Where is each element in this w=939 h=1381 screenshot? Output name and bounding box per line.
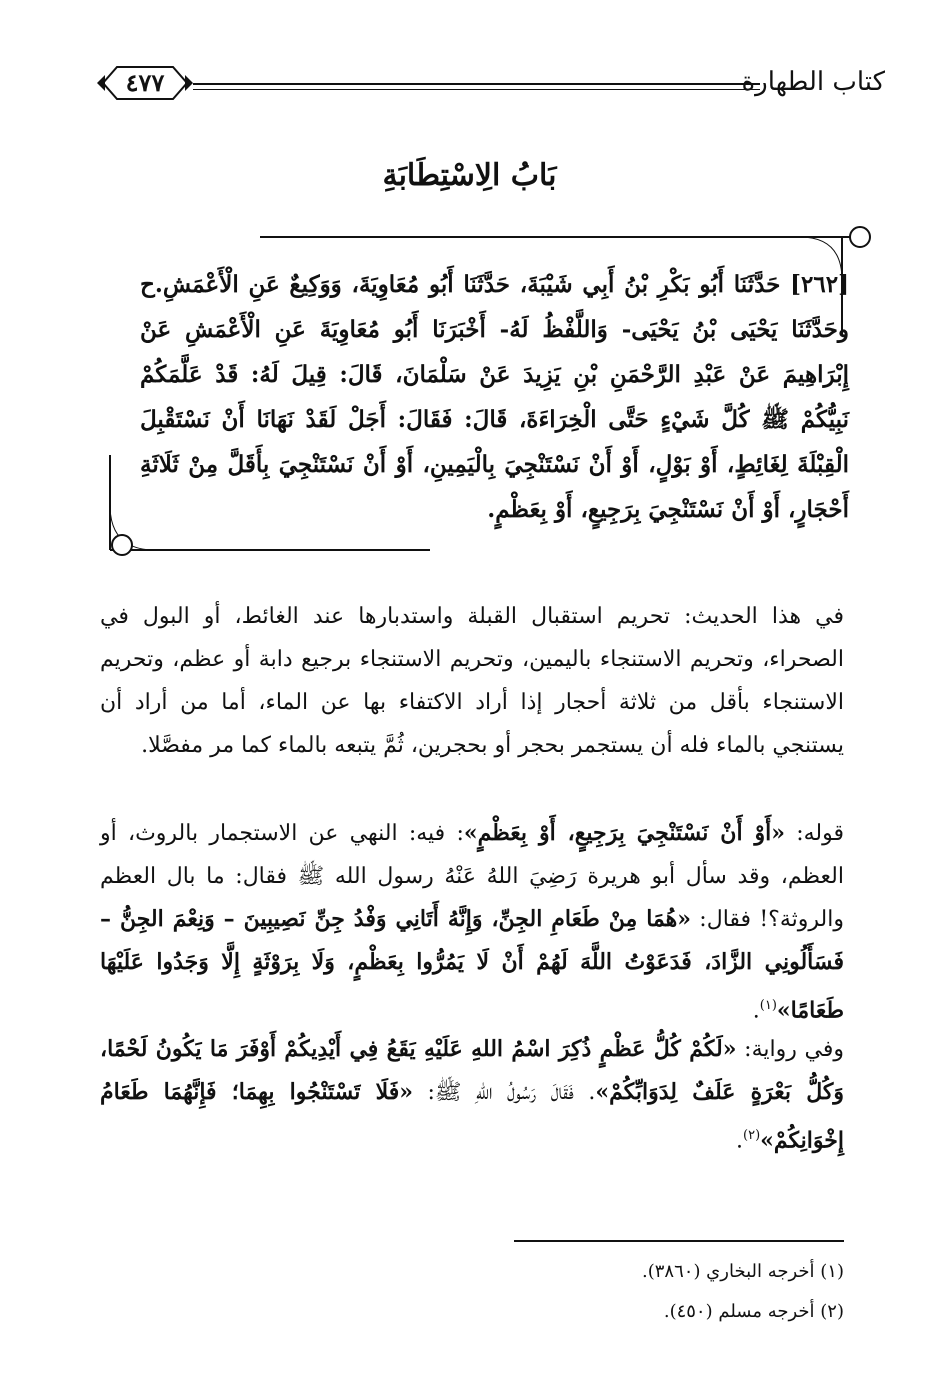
quote: «أَوْ أَنْ نَسْتَنْجِيَ بِرَجِيعٍ، أَوْ بِعَظْمٍ» [463, 820, 785, 846]
footnote: (٢) أخرجه مسلم (٤٥٠). [663, 1301, 844, 1322]
footnote-ref: (٢) [743, 1128, 761, 1143]
header-rule-thin [193, 89, 760, 90]
page-header [95, 55, 885, 115]
text: . فَقَالَ رَسُولُ اللهِ ﷺ: [427, 1080, 596, 1105]
hadith-number: [٢٦٢] [790, 271, 849, 298]
footnote-divider [514, 1240, 844, 1242]
footnotes [642, 1252, 844, 1332]
book-title: كتاب الطهارة [741, 67, 885, 97]
page-number: ٤٧٧ [125, 68, 165, 97]
text: : فيه: النهي عن الاستجمار بالروث، أو العظم، وقد سأل أبو هريرة رَضِيَ اللهُ عَنْهُ رسول الله ﷺ فقال: ما بال العظم والروثة؟! فقال: [100, 821, 844, 932]
hadith-body: حَدَّثَنَا أَبُو بَكْرِ بْنُ أَبِي شَيْبَةَ، حَدَّثَنَا أَبُو مُعَاوِيَةَ، وَوَكِيعٌ عَنِ الْأَعْمَشِ.ح وحَدَّثَنَا يَحْيَى بْنُ يَحْيَى- وَاللَّفْظُ لَهُ- أَخْبَرَنَا أَبُو مُعَاوِيَةَ عَنِ الْأَعْمَشِ عَنْ إِبْرَاهِيمَ عَنْ عَبْدِ الرَّحْمَنِ بْنِ يَزِيدَ عَنْ سَلْمَانَ، قَالَ: قِيلَ لَهُ: قَدْ عَلَّمَكُمْ نَبِيُّكُمْ ﷺ كُلَّ شَيْءٍ حَتَّى الْخِرَاءَةَ، قَالَ: فَقَالَ: أَجَلْ لَقَدْ نَهَانَا أَنْ نَسْتَقْبِلَ الْقِبْلَةَ لِغَائِطٍ، أَوْ بَوْلٍ، أَوْ أَنْ نَسْتَنْجِيَ بِالْيَمِينِ، أَوْ أَنْ نَسْتَنْجِيَ بِأَقَلَّ مِنْ ثَلَاثَةِ أَحْجَارٍ، أَوْ أَنْ نَسْتَنْجِيَ بِرَجِيعٍ، أَوْ بِعَظْمٍ. [140, 271, 849, 523]
header-rule [193, 83, 760, 85]
quote: «فَلَا تَسْتَنْجُوا بِهِمَا؛ فَإِنَّهُمَا طَعَامُ إِخْوَانِكُمْ» [100, 1079, 844, 1154]
commentary-paragraph: في هذا الحديث: تحريم استقبال القبلة واستدبارها عند الغائط، أو البول في الصحراء، وتحريم الاستنجاء باليمين، وتحريم الاستنجاء برجيع دابة أو عظم، وتحريم الاستنجاء بأقل من ثلاثة أحجار إذا أراد الاكتفاء بها عن الماء، أما من أراد أن يستنجي بالماء فله أن يستجمر بحجر أو بحجرين، ثُمَّ يتبعه بالماء كما مر مفصَّلا. [100, 604, 844, 758]
chapter-title: بَابُ الِاسْتِطَابَةِ [382, 158, 557, 193]
footnote-ref: (١) [759, 998, 777, 1013]
quote: «لَكُمْ كُلُّ عَظْمٍ ذُكِرَ اسْمُ اللهِ عَلَيْهِ يَقَعُ فِي أَيْدِيكُمْ أَوْفَرَ مَا يَكُونُ لَحْمًا، وَكُلُّ بَعْرَةٍ عَلَفٌ لِدَوَابِّكُمْ» [100, 1036, 844, 1105]
footnote: (١) أخرجه البخاري (٣٨٦٠). [642, 1261, 844, 1282]
hadith-text [140, 262, 849, 532]
text-lead: قوله: [796, 821, 844, 846]
commentary-paragraph: قوله: «أَوْ أَنْ نَسْتَنْجِيَ بِرَجِيعٍ، أَوْ بِعَظْمٍ»: فيه: النهي عن الاستجمار بالروث، أو العظم، وقد سأل أبو هريرة رَضِيَ اللهُ عَنْهُ رسول الله ﷺ فقال: ما بال العظم والروثة؟! فقال: «هُمَا مِنْ طَعَامِ الجِنِّ، وَإِنَّهُ أَتَانِي وَفْدُ جِنِّ نَصِيبِينَ – وَنِعْمَ الجِنُّ – فَسَأَلُونِي الزَّادَ، فَدَعَوْتُ اللَّهَ لَهُمْ أَنْ لَا يَمُرُّوا بِعَظْمٍ، وَلَا بِرَوْثَةٍ إِلَّا وَجَدُوا عَلَيْهَا طَعَامًا»$^{(١)}$. [100, 820, 844, 1024]
commentary-paragraph: وفي رواية: «لَكُمْ كُلُّ عَظْمٍ ذُكِرَ اسْمُ اللهِ عَلَيْهِ يَقَعُ فِي أَيْدِيكُمْ أَوْفَرَ مَا يَكُونُ لَحْمًا، وَكُلُّ بَعْرَةٍ عَلَفٌ لِدَوَابِّكُمْ». فَقَالَ رَسُولُ اللهِ ﷺ: «فَلَا تَسْتَنْجُوا بِهِمَا؛ فَإِنَّهُمَا طَعَامُ إِخْوَانِكُمْ»$^{(٢)}$. [100, 1036, 844, 1154]
quote: «هُمَا مِنْ طَعَامِ الجِنِّ، وَإِنَّهُ أَتَانِي وَفْدُ جِنِّ نَصِيبِينَ – وَنِعْمَ الجِنُّ – فَسَأَلُونِي الزَّادَ، فَدَعَوْتُ اللَّهَ لَهُمْ أَنْ لَا يَمُرُّوا بِعَظْمٍ، وَلَا بِرَوْثَةٍ إِلَّا وَجَدُوا عَلَيْهَا طَعَامًا» [100, 906, 844, 1024]
text-lead: وفي رواية: [744, 1037, 844, 1062]
